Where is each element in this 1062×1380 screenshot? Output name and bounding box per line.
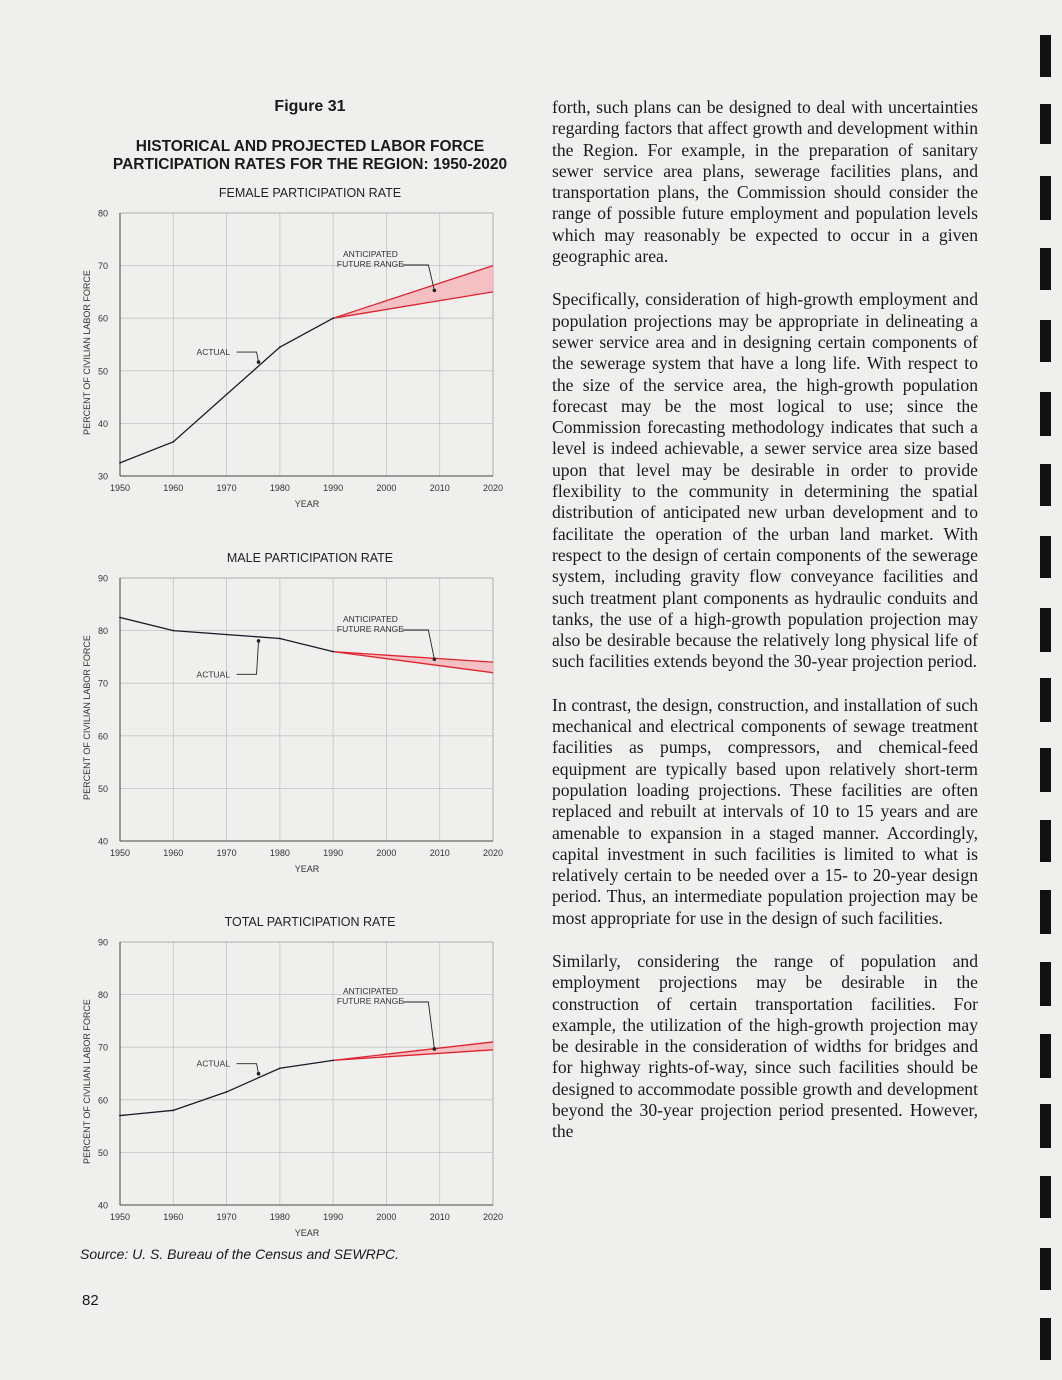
x-tick-label: 2020: [482, 1212, 504, 1222]
x-tick-label: 2000: [376, 483, 397, 493]
actual-annotation: ACTUAL: [196, 1058, 231, 1069]
actual-data-point: [172, 1109, 174, 1111]
actual-data-point: [279, 1067, 281, 1069]
edge-mark: [1040, 1034, 1051, 1078]
body-paragraph: forth, such plans can be designed to deal with uncertainties regarding factors that affect growth and development within the Region. For example, in the preparation of sanitary sewer service area plans, sewerage facilities plans, and transportation plans, the Commission should consider the range of possible future employment and population levels which may reasonably be expected to occur in a given geographic area.: [552, 97, 978, 267]
body-paragraph: In contrast, the design, construction, and installation of such mechanical and electrical components of sewage treatment facilities as pumps, compressors, and chemical-feed equipment are typically based upon relatively short-term population loading projections. These facilities are often replaced and rebuilt at intervals of 10 to 15 years and are amenable to expansion in a staged manner. Accordingly, capital investment in such facilities is limited to what is relatively certain to be needed over a 15- to 20-year design period. Thus, an intermediate population projection may be most appropriate for use in the design of such facilities.: [552, 694, 978, 928]
actual-data-point: [119, 617, 121, 619]
edge-mark: [1040, 464, 1051, 506]
edge-mark: [1040, 608, 1051, 652]
range-leader-arrowhead: [433, 289, 437, 293]
actual-data-point: [332, 651, 334, 653]
x-tick-label: 2000: [376, 848, 397, 858]
chart-svg: [60, 545, 560, 890]
edge-mark: [1040, 392, 1051, 436]
actual-data-point: [119, 1115, 121, 1117]
y-tick-label: 90: [97, 573, 108, 584]
actual-data-point: [172, 441, 174, 443]
body-text: [552, 97, 978, 1165]
x-axis-label: YEAR: [294, 864, 320, 874]
y-tick-label: 80: [97, 208, 108, 219]
y-tick-label: 40: [97, 1200, 108, 1211]
edge-mark: [1040, 678, 1051, 722]
edge-mark: [1040, 176, 1051, 220]
x-tick-label: 2000: [376, 1212, 397, 1222]
y-tick-label: 70: [97, 1042, 108, 1053]
actual-data-point: [172, 630, 174, 632]
actual-leader-line: [237, 352, 259, 362]
x-axis-label: YEAR: [294, 1228, 320, 1238]
actual-data-point: [226, 1091, 228, 1093]
x-tick-label: 1980: [269, 848, 290, 858]
actual-data-point: [279, 346, 281, 348]
x-tick-label: 1990: [323, 1212, 344, 1222]
actual-data-point: [332, 317, 334, 319]
edge-mark: [1040, 1176, 1051, 1218]
y-axis-label: PERCENT OF CIVILIAN LABOR FORCE: [82, 999, 92, 1164]
x-tick-label: 1950: [109, 1212, 131, 1222]
range-annotation-line-2: FUTURE RANGE: [336, 996, 404, 1006]
actual-annotation: ACTUAL: [196, 669, 231, 680]
x-tick-label: 1970: [216, 848, 237, 858]
edge-mark: [1040, 1248, 1051, 1290]
y-axis-label: PERCENT OF CIVILIAN LABOR FORCE: [82, 635, 92, 800]
actual-leader-arrowhead: [257, 360, 261, 364]
range-annotation-line-1: ANTICIPATED: [342, 614, 398, 624]
x-tick-label: 1980: [269, 1212, 290, 1222]
x-tick-label: 1980: [269, 483, 290, 493]
figure-title-line-2: PARTICIPATION RATES FOR THE REGION: 1950-2020: [112, 156, 508, 173]
x-tick-label: 2010: [429, 848, 450, 858]
edge-mark: [1040, 1318, 1051, 1360]
chart-title: FEMALE PARTICIPATION RATE: [218, 186, 402, 200]
x-tick-label: 1950: [109, 483, 131, 493]
y-tick-label: 50: [97, 783, 108, 794]
figure-label: Figure 31: [274, 98, 346, 115]
y-tick-label: 40: [97, 836, 108, 847]
plot-frame: [120, 578, 493, 841]
range-leader-arrowhead: [433, 658, 437, 662]
x-axis-label: YEAR: [294, 499, 320, 509]
body-paragraph: Specifically, consideration of high-growth employment and population projections may be appropriate in delineating a sewer service area and in designing certain components of the sewerage system that have a long life. With respect to the size of the service area, the high-growth population forecast may be the most logical to use; since the Commission forecasting methodology indicates that such a level is indeed achievable, a sewer service area size based upon that level may be desirable in order to provide flexibility to the community in determining the spatial distribution of anticipated new urban development and to facilitate the operation of the urban land market. With respect to the design of certain components of the sewerage system, including gravity flow conveyance facilities and such treatment plant components as hydraulic conduits and tanks, the use of a high-growth population projection may also be desirable because the relatively long physical life of such facilities extends beyond the 30-year projection period.: [552, 289, 978, 672]
edge-mark: [1040, 320, 1051, 362]
edge-mark: [1040, 820, 1051, 862]
x-tick-label: 1970: [216, 483, 237, 493]
chart-svg: [60, 180, 560, 525]
y-tick-label: 60: [97, 731, 108, 742]
x-tick-label: 1960: [163, 848, 184, 858]
range-annotation-line-1: ANTICIPATED: [342, 986, 398, 996]
range-leader-line: [402, 1002, 434, 1049]
x-tick-label: 1960: [163, 483, 184, 493]
x-tick-label: 1990: [323, 848, 344, 858]
range-leader-line: [402, 630, 434, 659]
actual-data-point: [119, 462, 121, 464]
y-axis-label: PERCENT OF CIVILIAN LABOR FORCE: [82, 270, 92, 435]
plot-frame: [120, 213, 493, 476]
x-tick-label: 1990: [323, 483, 344, 493]
y-tick-label: 90: [97, 937, 108, 948]
figure-source: Source: U. S. Bureau of the Census and SEWRPC.: [80, 1246, 400, 1262]
y-tick-label: 70: [97, 678, 108, 689]
y-tick-label: 60: [97, 1095, 108, 1106]
x-tick-label: 1950: [109, 848, 131, 858]
x-tick-label: 2010: [429, 1212, 450, 1222]
x-tick-label: 1970: [216, 1212, 237, 1222]
figure-title: [60, 138, 560, 174]
y-tick-label: 50: [97, 1147, 108, 1158]
y-tick-label: 30: [97, 471, 108, 482]
edge-mark: [1040, 1104, 1051, 1148]
female-participation-chart: [60, 180, 560, 525]
figure-title-line-1: HISTORICAL AND PROJECTED LABOR FORCE: [135, 138, 485, 155]
scan-edge-marks: [1036, 0, 1062, 1380]
y-tick-label: 50: [97, 366, 108, 377]
edge-mark: [1040, 748, 1051, 792]
actual-leader-arrowhead: [257, 1072, 261, 1076]
actual-leader-line: [237, 1064, 259, 1074]
x-tick-label: 1960: [163, 1212, 184, 1222]
body-paragraph: Similarly, considering the range of population and employment projections may be desirable in the construction of certain transportation facilities. For example, the utilization of the high-growth projection may be desirable in the consideration of widths for bridges and for highway rights-of-way, since such facilities should be designed to accommodate possible growth and development beyond the 30-year projection period presented. However, the: [552, 950, 978, 1142]
chart-svg: [60, 909, 560, 1254]
y-tick-label: 40: [97, 418, 108, 429]
y-tick-label: 80: [97, 990, 108, 1001]
page-number: 82: [82, 1292, 99, 1309]
plot-frame: [120, 942, 493, 1205]
actual-annotation: ACTUAL: [196, 347, 231, 358]
y-tick-label: 80: [97, 626, 108, 637]
edge-mark: [1040, 248, 1051, 290]
edge-mark: [1040, 962, 1051, 1006]
chart-title: MALE PARTICIPATION RATE: [226, 551, 394, 565]
edge-mark: [1040, 536, 1051, 578]
range-annotation-line-1: ANTICIPATED: [342, 249, 398, 259]
range-annotation-line-2: FUTURE RANGE: [336, 624, 404, 634]
x-tick-label: 2010: [429, 483, 450, 493]
edge-mark: [1040, 104, 1051, 144]
chart-title: TOTAL PARTICIPATION RATE: [224, 915, 396, 929]
y-tick-label: 70: [97, 261, 108, 272]
actual-data-point: [332, 1059, 334, 1061]
y-tick-label: 60: [97, 313, 108, 324]
actual-leader-line: [237, 641, 259, 674]
range-leader-arrowhead: [433, 1047, 437, 1051]
edge-mark: [1040, 890, 1051, 934]
total-participation-chart: [60, 909, 560, 1254]
x-tick-label: 2020: [482, 483, 504, 493]
male-participation-chart: [60, 545, 560, 890]
x-tick-label: 2020: [482, 848, 504, 858]
range-annotation-line-2: FUTURE RANGE: [336, 259, 404, 269]
actual-leader-arrowhead: [257, 639, 261, 643]
actual-data-point: [279, 638, 281, 640]
edge-mark: [1040, 35, 1051, 77]
